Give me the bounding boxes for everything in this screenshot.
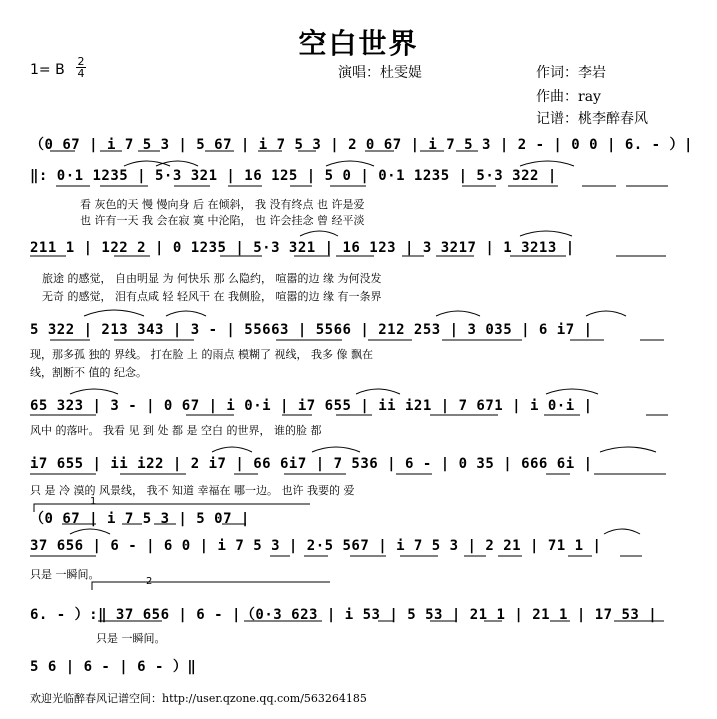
lyric-row-7: 只是 一瞬间。 [30,568,100,581]
score-row-7: 37 656 | 6 - | 6 0 | i 7 5 3 | 2·5 567 | i 7 5 3 | 2 21 | 71 1 | [30,538,602,554]
singer-credit: 演唱：杜雯媞 [338,65,422,81]
lyric-row-3-verse-1: 旅途 的感觉， 自由明显 为 何快乐 那 么隐约， 喧嚣的边 缘 为何没发 [42,272,382,285]
lyric-row-2-verse-1: 看 灰色的天 慢 慢向身 后 在倾斜， 我 没有终点 也 许是爱 [80,198,365,211]
volta-1-label: 1 [90,496,97,507]
lyric-row-6: 只 是 冷 漠的 风景线， 我不 知道 幸福在 哪一边。 也许 我要的 爱 [30,484,355,497]
score-row-3: 211 1 | 122 2 | 0 1235 | 5·3 321 | 16 123 | 3 3217 | 1 3213 | [30,240,575,256]
score-row-2: ‖: 0·1 1235 | 5·3 321 | 16 125 | 5 0 | 0·1 1235 | 5·3 322 | [30,168,557,184]
score-row-8: 6. - ）:‖ 37 656 | 6 - |（0·3 623 | i 53 | 5 53 | 21 1 | 21 1 | 17 53 | [30,607,658,623]
score-row-5: 65 323 | 3 - | 0 67 | i 0·i | i7 655 | ii i21 | 7 671 | i 0·i | [30,398,593,414]
footer-link-text: 欢迎光临醉春风记谱空间：http://user.qzone.qq.com/563264185 [30,692,367,705]
score-row-7-intro: （0 67 | i 7 5 3 | 5 07 | [30,511,250,527]
lyric-row-5: 风中 的落叶。 我看 见 到 处 都 是 空白 的世界， 谁的脸 都 [30,424,322,437]
volta-2-label: 2 [146,576,153,587]
score-row-intro: （0 67 | i 7 5 3 | 5 67 | i 7 5 3 | 2 0 67 | i 7 5 3 | 2 - | 0 0 | 6. - ）| [30,137,693,153]
lyric-row-8: 只是 一瞬间。 [96,632,166,645]
composer-credit: 作曲：ray [536,89,601,105]
song-title: 空白世界 [298,27,419,60]
lyric-row-4-verse-2: 线，割断不 值的 纪念。 [30,366,147,379]
key-signature: 1= B [30,62,65,78]
score-row-9-ending: 5 6 | 6 - | 6 - ）‖ [30,659,197,675]
score-row-6: i7 655 | ii i22 | 2 i7 | 66 6i7 | 7 536 | 6 - | 0 35 | 666 6i | [30,456,593,472]
lyricist-credit: 作词：李岩 [536,65,606,81]
lyric-row-3-verse-2: 无奇 的感觉， 泪有点咸 轻 轻风干 在 我侧脸， 喧嚣的边 缘 有一条界 [42,290,382,303]
score-row-4: 5 322 | 213 343 | 3 - | 55663 | 5566 | 212 253 | 3 035 | 6 i7 | [30,322,593,338]
lyric-row-2-verse-2: 也 许有一天 我 会在寂 寞 中沦陷， 也 许会挂念 曾 经平淡 [80,214,365,227]
transcriber-credit: 记谱：桃李醉春风 [536,111,648,127]
lyric-row-4-verse-1: 现，那多孤 独的 界线。 打在脸 上 的雨点 模糊了 视线， 我多 像 飘在 [30,348,373,361]
time-signature-top: 2 [77,55,85,68]
time-signature-bottom: 4 [77,67,85,80]
